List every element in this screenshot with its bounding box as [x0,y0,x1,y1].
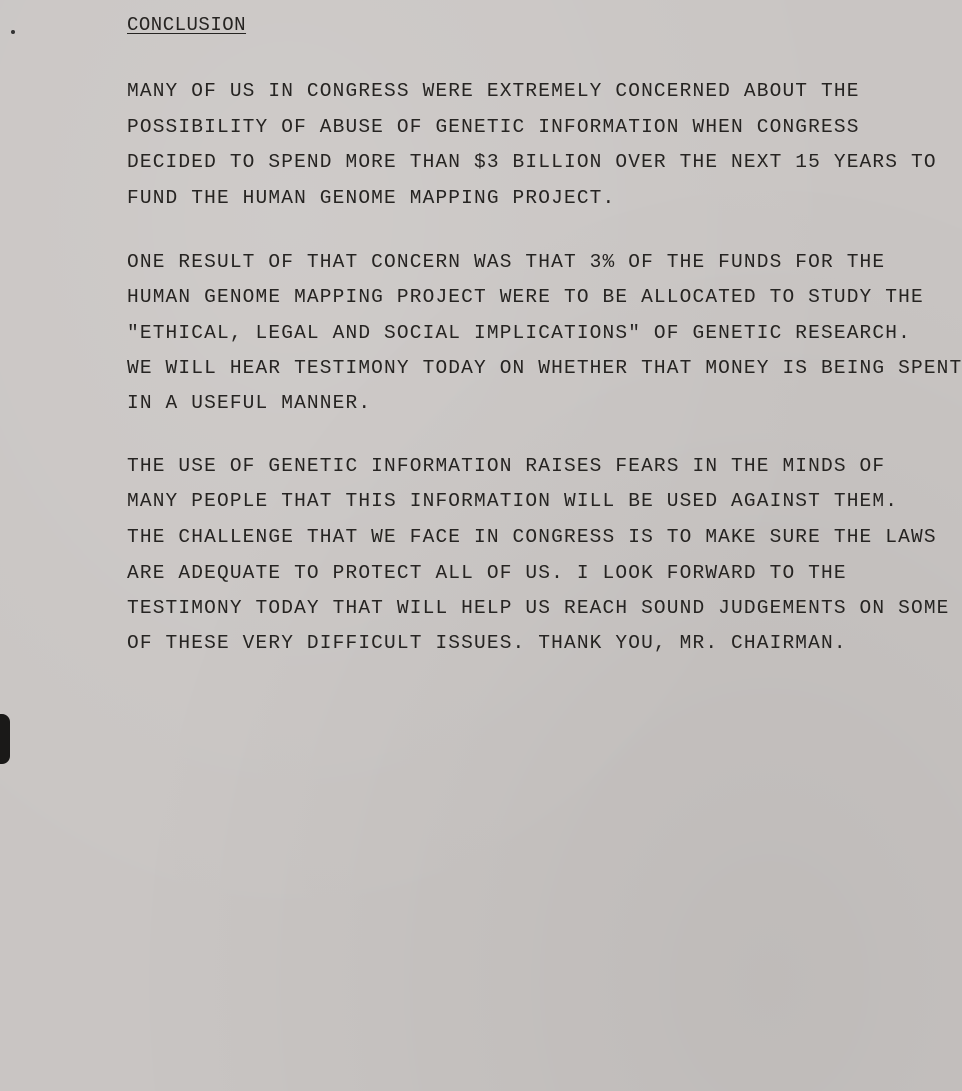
paragraph-3-line-6: OF THESE VERY DIFFICULT ISSUES. THANK YOU, MR. CHAIRMAN. [127,632,847,654]
scan-edge-mark [0,714,10,764]
paragraph-2-line-4: WE WILL HEAR TESTIMONY TODAY ON WHETHER THAT MONEY IS BEING SPENT [127,357,962,379]
paragraph-3-line-5: TESTIMONY TODAY THAT WILL HELP US REACH SOUND JUDGEMENTS ON SOME [127,597,950,619]
scan-speck [11,30,15,34]
paragraph-1-line-3: DECIDED TO SPEND MORE THAN $3 BILLION OVER THE NEXT 15 YEARS TO [127,151,937,173]
paragraph-1-line-2: POSSIBILITY OF ABUSE OF GENETIC INFORMATION WHEN CONGRESS [127,116,860,138]
paragraph-3-line-1: THE USE OF GENETIC INFORMATION RAISES FEARS IN THE MINDS OF [127,455,886,477]
conclusion-heading: CONCLUSION [127,14,247,36]
paragraph-2-line-1: ONE RESULT OF THAT CONCERN WAS THAT 3% OF THE FUNDS FOR THE [127,251,886,273]
paragraph-2-line-5: IN A USEFUL MANNER. [127,392,372,414]
paragraph-3-line-3: THE CHALLENGE THAT WE FACE IN CONGRESS IS TO MAKE SURE THE LAWS [127,526,937,548]
paragraph-3-line-2: MANY PEOPLE THAT THIS INFORMATION WILL BE USED AGAINST THEM. [127,490,899,512]
paragraph-3-line-4: ARE ADEQUATE TO PROTECT ALL OF US. I LOOK FORWARD TO THE [127,562,847,584]
paragraph-2-line-2: HUMAN GENOME MAPPING PROJECT WERE TO BE ALLOCATED TO STUDY THE [127,286,924,308]
paragraph-1-line-1: MANY OF US IN CONGRESS WERE EXTREMELY CONCERNED ABOUT THE [127,80,860,102]
paragraph-1-line-4: FUND THE HUMAN GENOME MAPPING PROJECT. [127,187,616,209]
paragraph-2-line-3: "ETHICAL, LEGAL AND SOCIAL IMPLICATIONS" OF GENETIC RESEARCH. [127,322,911,344]
